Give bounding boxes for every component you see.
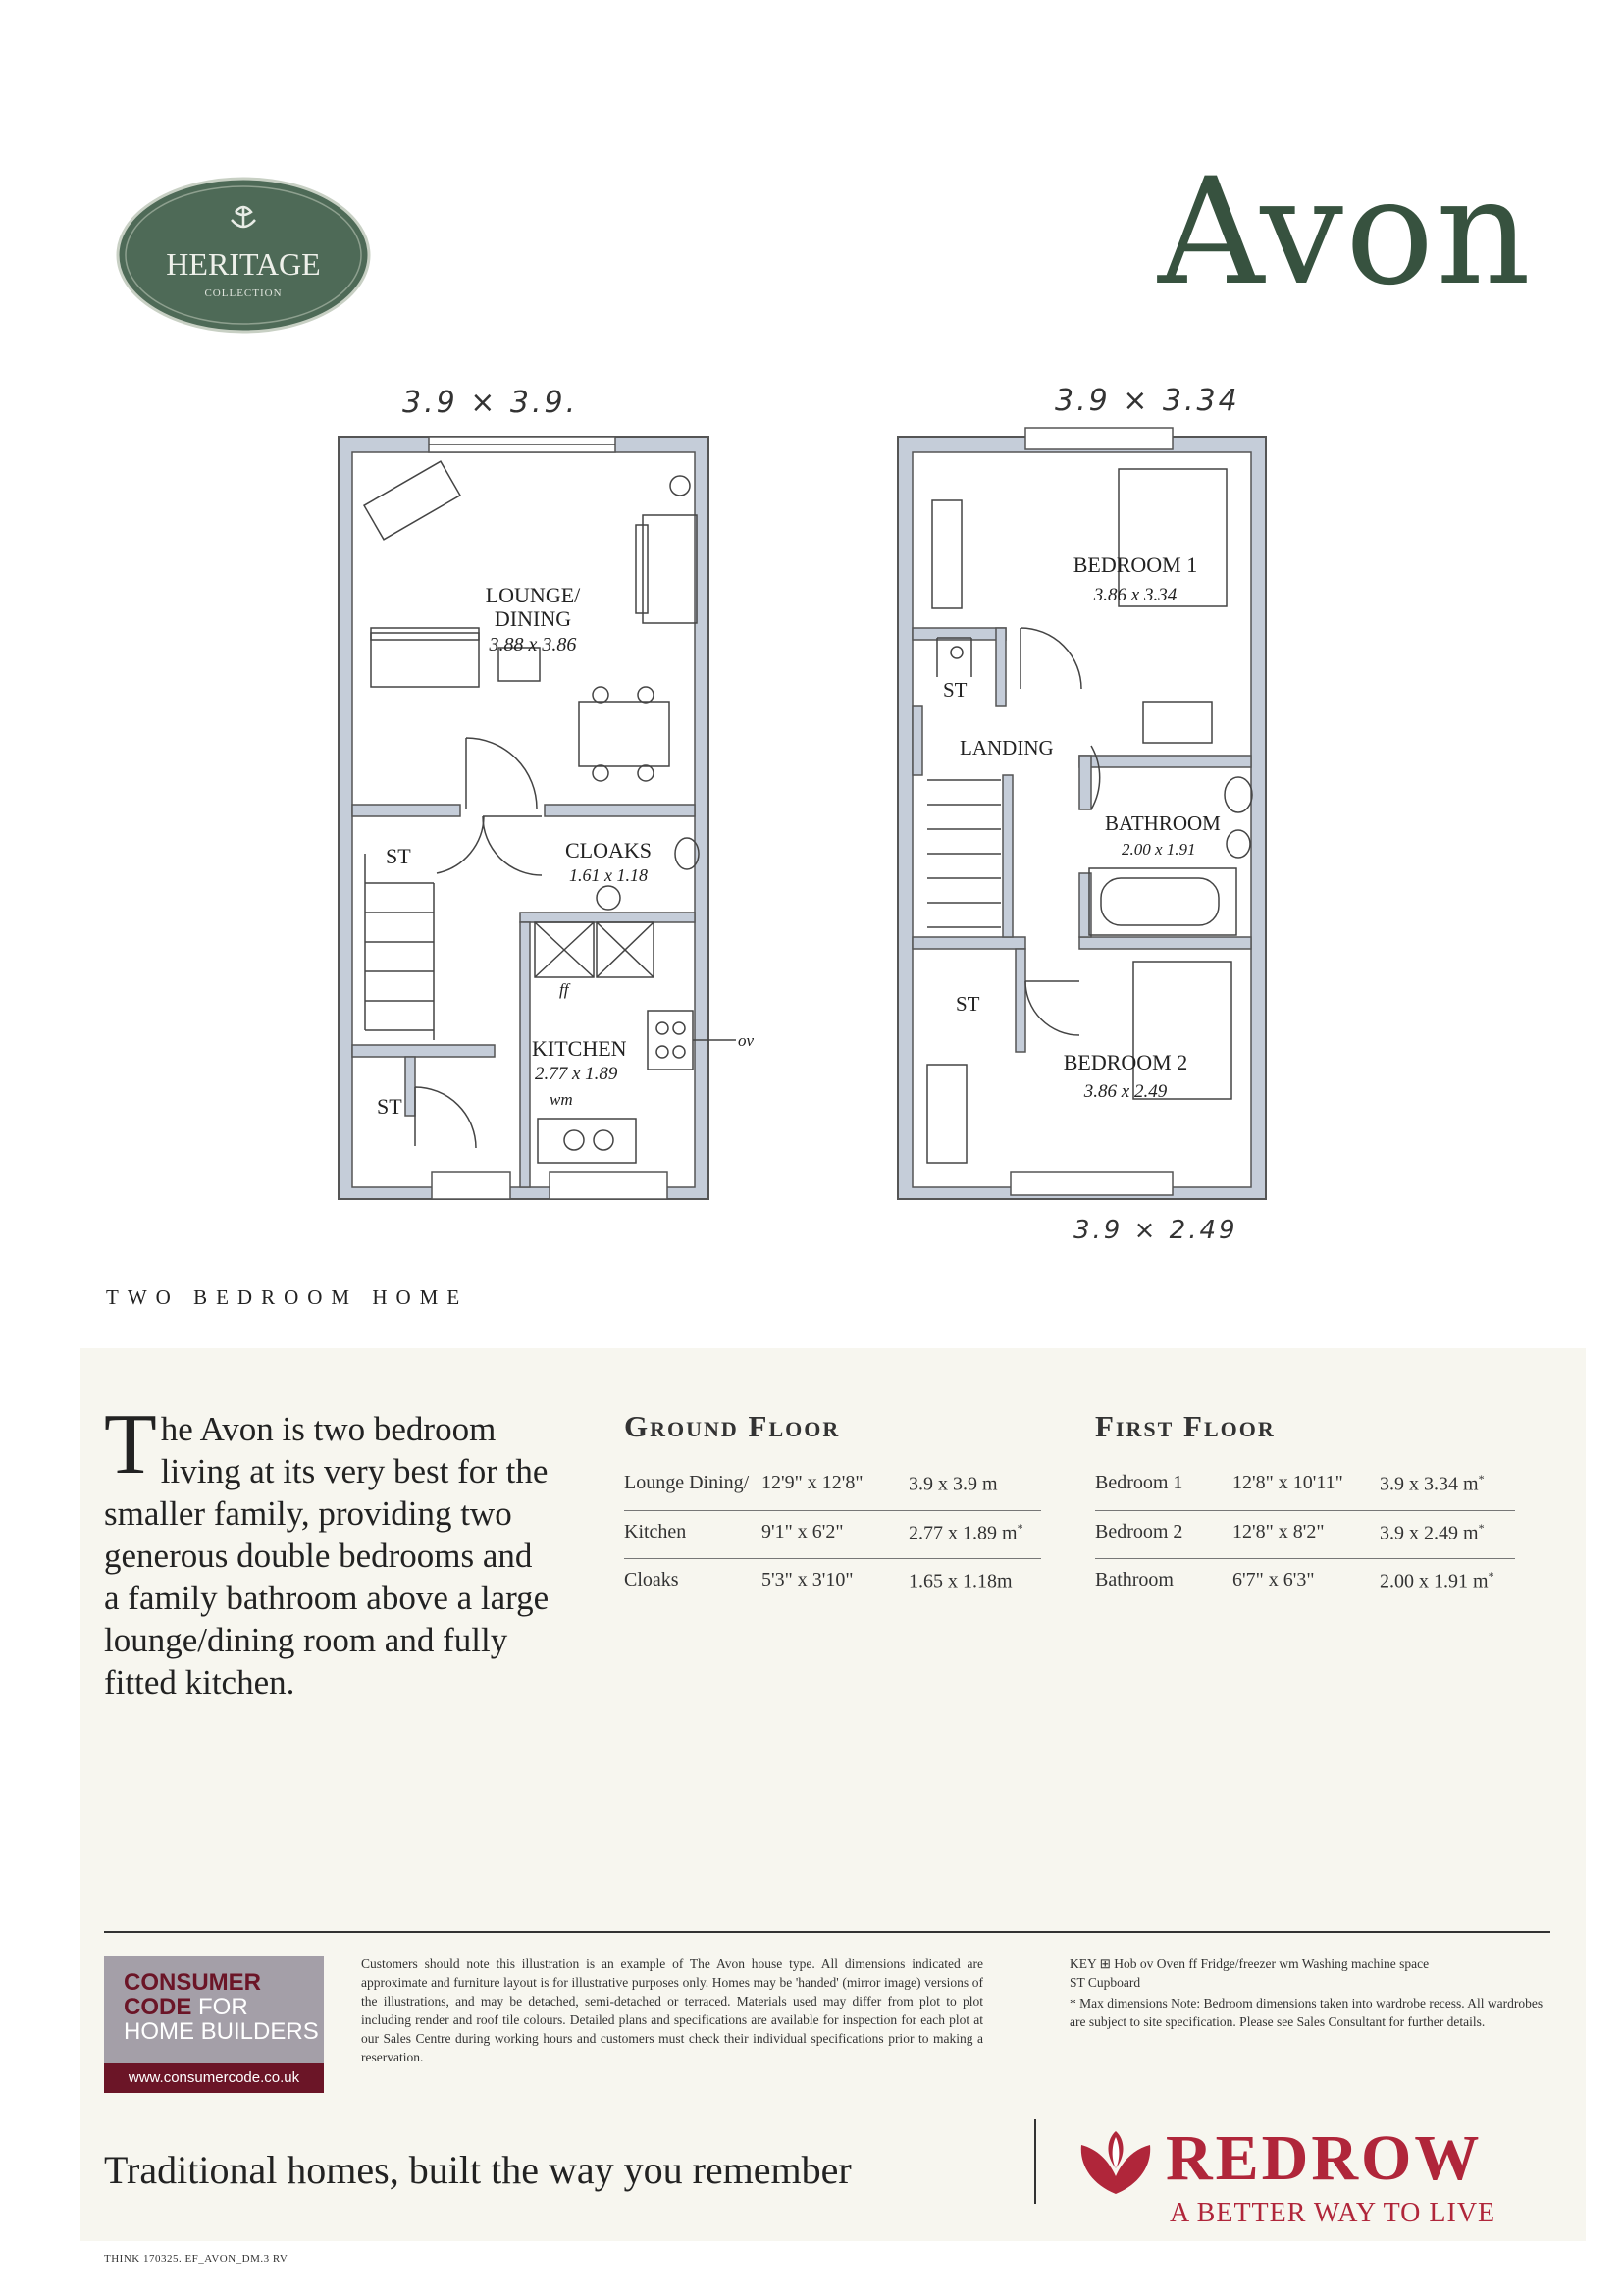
lounge-dims: 3.88 x 3.86 xyxy=(489,634,577,655)
first-floor-spec xyxy=(1095,1409,1517,1607)
cloaks-dims: 1.61 x 1.18 xyxy=(569,865,648,885)
key-legend: KEY ⊞ Hob ov Oven ff Fridge/freezer wm Washing machine space ST Cupboard * Max dimensions Note: Bedroom dimensions taken into wardrobe recess. All wardrobes are subject to site specification. Please see Sales Consultant for further details. xyxy=(1070,1957,1544,2029)
kitchen-label: KITCHEN xyxy=(532,1036,627,1061)
house-name-title: Avon xyxy=(1158,147,1533,318)
spec-metric: 3.9 x 2.49 m* xyxy=(1380,1510,1515,1559)
spec-imperial: 5'3" x 3'10" xyxy=(761,1569,854,1592)
spec-metric: 3.9 x 3.9 m xyxy=(909,1462,1041,1510)
spec-imperial: 12'8" x 8'2" xyxy=(1232,1510,1380,1559)
document-code: THINK 170325. EF_AVON_DM.3 RV xyxy=(104,2253,288,2265)
first-floor-title: First Floor xyxy=(1095,1409,1276,1443)
spec-room: Bedroom 1 xyxy=(1095,1462,1232,1510)
intro-paragraph: The Avon is two bedroom living at its very best for the smaller family, providing two generous double bedrooms and a family bathroom above a large lounge/dining room and fully fitted kitchen. xyxy=(104,1397,550,1701)
footer-rule xyxy=(104,1931,1550,1933)
dropcap: T xyxy=(104,1397,157,1492)
kitchen-dims: 2.77 x 1.89 xyxy=(535,1064,618,1084)
bedroom1-dims: 3.86 x 3.34 xyxy=(1093,585,1178,605)
redrow-icon xyxy=(1072,2125,1160,2205)
ground-floor-plan xyxy=(339,437,736,1199)
svg-text:DINING: DINING xyxy=(494,606,572,631)
svg-text:ff: ff xyxy=(559,980,569,999)
handwritten-ground-dims: 3.9 × 3.9. xyxy=(402,386,579,420)
spec-metric: 1.65 x 1.18m xyxy=(909,1570,1013,1592)
tagline: Traditional homes, built the way you remember xyxy=(104,2148,852,2192)
spec-metric: 3.9 x 3.34 m* xyxy=(1380,1462,1515,1510)
first-st-2: ST xyxy=(956,992,980,1016)
spec-imperial: 9'1" x 6'2" xyxy=(761,1510,909,1559)
spec-room: Lounge Dining/ xyxy=(624,1462,761,1510)
heritage-text: HERITAGE xyxy=(166,246,321,282)
spec-row xyxy=(624,1462,1041,1510)
handwritten-bottom-dims: 3.9 × 2.49 xyxy=(1073,1216,1238,1245)
handwritten-first-dims: 3.9 × 3.34 xyxy=(1055,384,1240,418)
tagline-divider xyxy=(1034,2119,1036,2204)
redrow-wordmark: REDROW xyxy=(1166,2122,1483,2194)
spec-row xyxy=(624,1559,1041,1607)
spec-row xyxy=(1095,1462,1515,1510)
bathroom-dims: 2.00 x 1.91 xyxy=(1122,840,1196,859)
spec-room: Kitchen xyxy=(624,1510,761,1559)
subtitle: TWO BEDROOM HOME xyxy=(106,1285,469,1309)
spec-row xyxy=(624,1510,1041,1559)
ground-st-1: ST xyxy=(386,844,411,868)
ground-floor-spec xyxy=(624,1409,1046,1607)
spec-room: Bathroom xyxy=(1095,1569,1174,1592)
bedroom1-label: BEDROOM 1 xyxy=(1073,552,1198,577)
redrow-slogan: A BETTER WAY TO LIVE xyxy=(1170,2198,1496,2228)
svg-text:wm: wm xyxy=(550,1090,573,1109)
spec-metric: 2.77 x 1.89 m* xyxy=(909,1510,1041,1559)
spec-room: Bedroom 2 xyxy=(1095,1510,1232,1559)
spec-row xyxy=(1095,1510,1515,1559)
spec-imperial: 6'7" x 6'3" xyxy=(1232,1569,1315,1592)
disclaimer-text: Customers should note this illustration is an example of The Avon house type. All dimensions indicated are approximate and furniture layout is for illustrative purposes only. Homes may be 'handed' (mirror image) versions of the illustrations, and may be detached, semi-detached or terraced. Materials used may differ from plot to plot including render and roof tile colours. Detailed plans and specifications are available for inspection for each plot at our Sales Centre during working hours and customers must check their individual specifications prior to making a reservation. xyxy=(361,1957,983,2064)
lounge-label: LOUNGE/ xyxy=(485,583,581,607)
spec-row xyxy=(1095,1559,1515,1607)
cloaks-label: CLOAKS xyxy=(565,838,653,862)
bathroom-label: BATHROOM xyxy=(1105,811,1221,835)
spec-imperial: 12'8" x 10'11" xyxy=(1232,1462,1380,1510)
bedroom2-dims: 3.86 x 2.49 xyxy=(1083,1081,1168,1102)
first-st-1: ST xyxy=(943,678,968,702)
ground-floor-title: Ground Floor xyxy=(624,1409,841,1443)
spec-room: Cloaks xyxy=(624,1569,679,1592)
svg-text:ov: ov xyxy=(738,1031,755,1050)
spec-imperial: 12'9" x 12'8" xyxy=(761,1462,909,1510)
ground-st-2: ST xyxy=(377,1094,402,1119)
consumer-code-url[interactable]: www.consumercode.co.uk xyxy=(104,2063,324,2093)
svg-text:COLLECTION: COLLECTION xyxy=(204,287,283,299)
landing-label: LANDING xyxy=(960,736,1054,759)
spec-metric: 2.00 x 1.91 m* xyxy=(1380,1569,1494,1592)
bedroom2-label: BEDROOM 2 xyxy=(1063,1050,1188,1074)
